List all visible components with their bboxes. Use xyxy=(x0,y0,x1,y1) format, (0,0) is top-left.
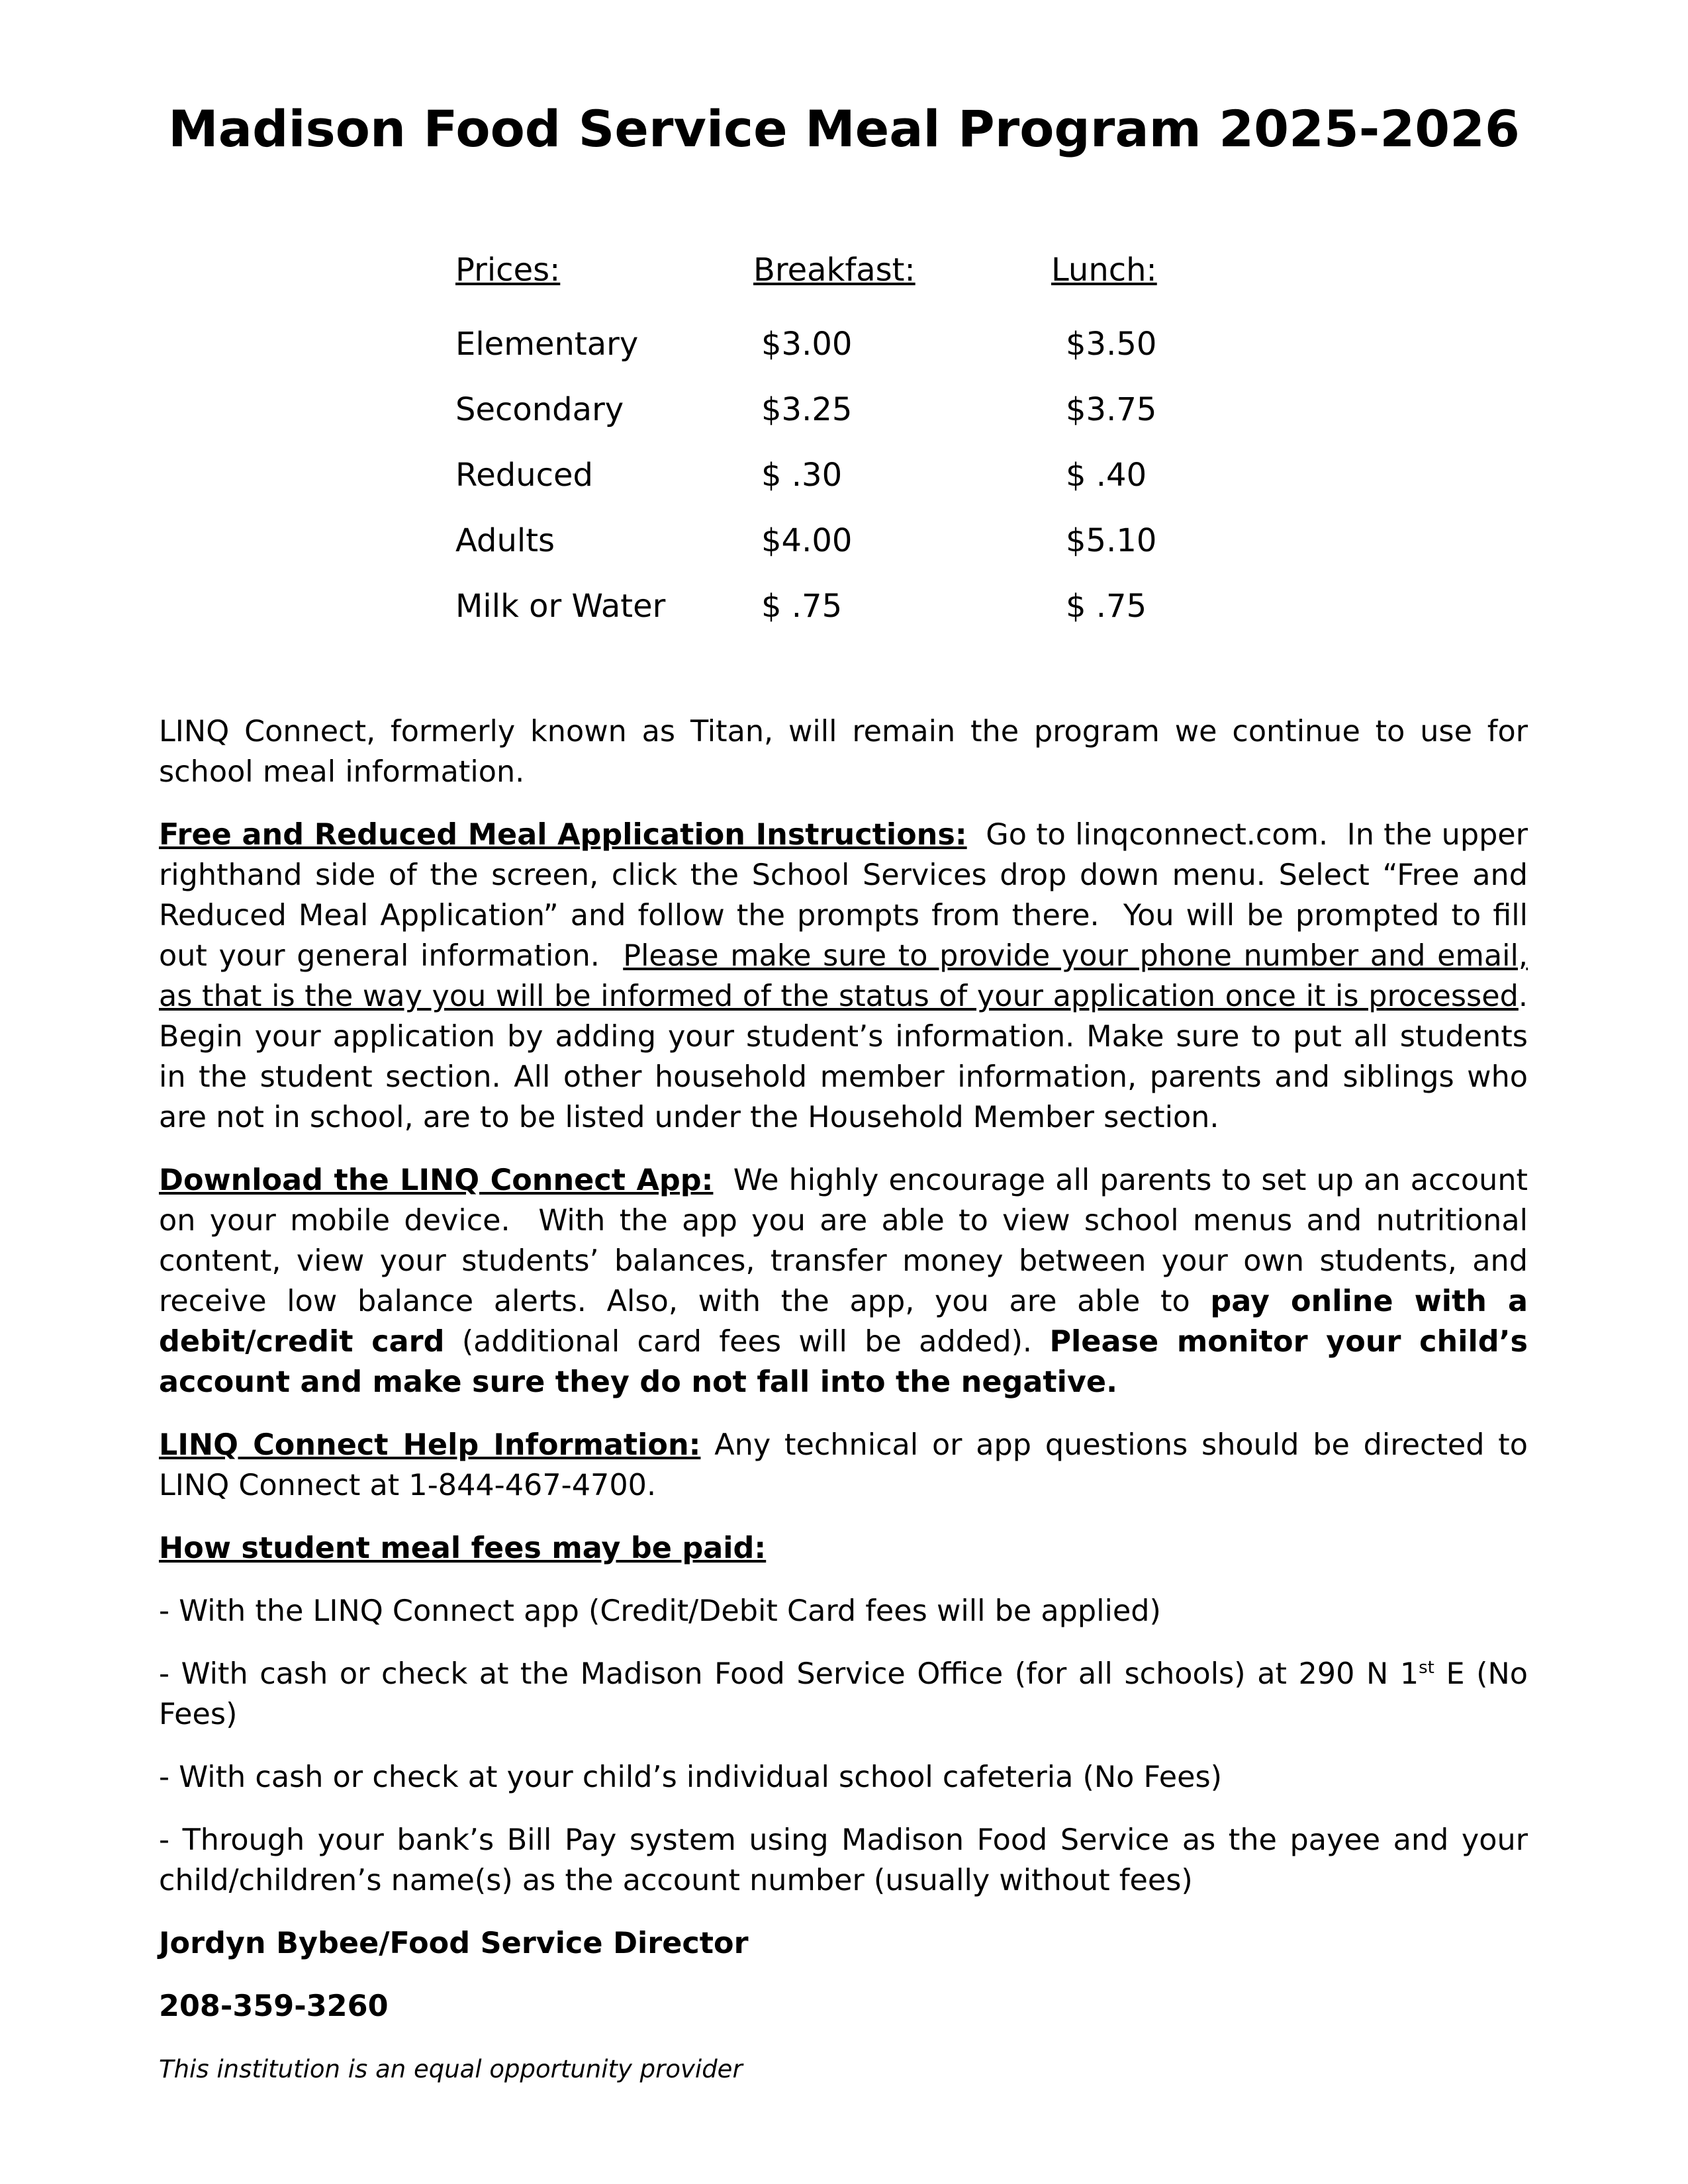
contact-phone: 208-359-3260 xyxy=(159,1989,389,2023)
lunch-price: $ .75 xyxy=(1066,587,1147,625)
prices-header: Prices: xyxy=(455,251,561,289)
price-row-adults xyxy=(455,508,1231,573)
price-row-elementary xyxy=(455,311,1231,377)
contact-name: Jordyn Bybee/Food Service Director xyxy=(159,1927,749,1960)
lunch-price: $3.75 xyxy=(1066,390,1157,428)
payment-item-bill-pay: - Through your bank’s Bill Pay system using Madison Food Service as the payee and your child/children’s name(s) as the account number (usually without fees) xyxy=(159,1823,1528,1897)
app-bold-pay-online: pay online with a debit/credit card xyxy=(159,1285,1528,1359)
help-paragraph xyxy=(159,1425,1528,1506)
price-category: Adults xyxy=(455,522,555,559)
equal-opportunity-note: This institution is an equal opportunity provider xyxy=(159,2055,743,2083)
price-table-header xyxy=(455,251,1231,298)
lunch-price: $ .40 xyxy=(1066,456,1147,494)
app-paragraph xyxy=(159,1160,1538,1402)
price-row-milk-water xyxy=(455,573,1231,639)
ordinal-suffix: st xyxy=(1419,1658,1434,1678)
help-text: Any technical or app questions should be directed to LINQ Connect at 1-844-467-4700. xyxy=(159,1428,1528,1502)
payment-heading-paragraph xyxy=(159,1528,1528,1569)
breakfast-price: $ .30 xyxy=(761,456,843,494)
price-category: Milk or Water xyxy=(455,587,666,625)
application-paragraph xyxy=(159,815,1538,1138)
payment-item-app: - With the LINQ Connect app (Credit/Debit Card fees will be applied) xyxy=(159,1594,1161,1628)
intro-paragraph: LINQ Connect, formerly known as Titan, will remain the program we continue to use for school meal information. xyxy=(159,715,1528,789)
payment-item-cafeteria: - With cash or check at your child’s individual school cafeteria (No Fees) xyxy=(159,1760,1223,1794)
breakfast-price: $3.25 xyxy=(761,390,853,428)
application-heading: Free and Reduced Meal Application Instructions: xyxy=(159,818,967,852)
page-title: Madison Food Service Meal Program 2025-2026 xyxy=(168,99,1520,158)
price-category: Reduced xyxy=(455,456,594,494)
payment-item-office-text-end: E (No Fees) xyxy=(159,1657,1528,1731)
payment-item-office xyxy=(159,1654,1528,1735)
application-underlined-text: Please make sure to provide your phone number and email, as that is the way you will be informed of the status of your application once it is processed xyxy=(159,939,1528,1013)
lunch-price: $3.50 xyxy=(1066,325,1157,363)
breakfast-price: $3.00 xyxy=(761,325,853,363)
application-text-continued: . Begin your application by adding your student’s information. Make sure to put all students in the student section. All other household member information, parents and siblings who are not in school, are to be listed under the Household Member section. xyxy=(159,979,1528,1134)
breakfast-price: $4.00 xyxy=(761,522,853,559)
payment-heading: How student meal fees may be paid: xyxy=(159,1531,767,1565)
price-category: Elementary xyxy=(455,325,639,363)
help-heading: LINQ Connect Help Information: xyxy=(159,1428,701,1462)
payment-item-office-text: - With cash or check at the Madison Food Service Office (for all schools) at 290 N 1 xyxy=(159,1657,1419,1691)
app-text: We highly encourage all parents to set up an account on your mobile device. With the app you are able to view school menus and nutritional content, view your students’ balances, transfer money between your own students, and receive low balance alerts. Also, with the app, you are able to xyxy=(159,1163,1538,1318)
breakfast-price: $ .75 xyxy=(761,587,843,625)
app-text-fees: (additional card fees will be added). xyxy=(444,1325,1050,1359)
price-row-secondary xyxy=(455,377,1231,442)
price-table xyxy=(455,251,1231,639)
application-text: Go to linqconnect.com. In the upper righthand side of the screen, click the School Services drop down menu. Select “Free and Reduced Meal Application” and follow the prompts from there. You will be prompted to fill out your general information. xyxy=(159,818,1538,973)
price-row-reduced xyxy=(455,442,1231,508)
breakfast-header: Breakfast: xyxy=(753,251,915,289)
app-heading: Download the LINQ Connect App: xyxy=(159,1163,714,1197)
document-body xyxy=(159,711,1538,2112)
lunch-header: Lunch: xyxy=(1051,251,1157,289)
lunch-price: $5.10 xyxy=(1066,522,1157,559)
app-bold-monitor: Please monitor your child’s account and make sure they do not fall into the negative. xyxy=(159,1325,1528,1399)
price-category: Secondary xyxy=(455,390,624,428)
